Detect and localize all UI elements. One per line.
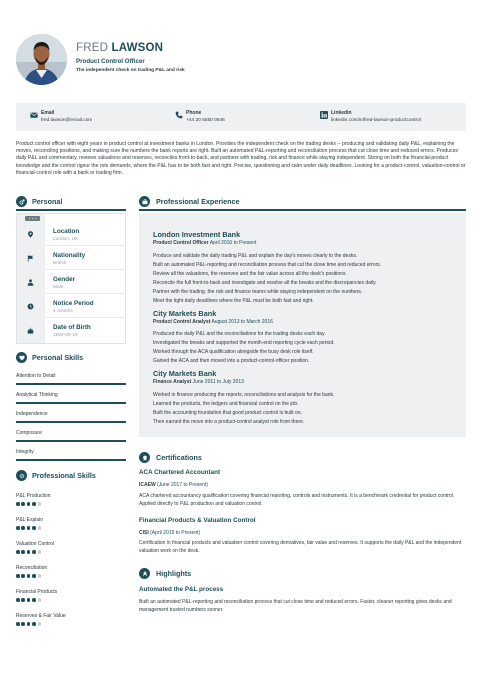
personal-skill-item: Attention to Detail	[16, 373, 126, 380]
rating-dot-filled	[32, 574, 36, 578]
linkedin-label: Linkedin	[331, 110, 352, 116]
job-title: Product Control Officer	[76, 58, 145, 65]
rating-dot-empty	[38, 526, 42, 530]
job-duty: Gained the ACA and then moved into a product-control-officer position.	[153, 358, 310, 364]
experience-divider	[139, 209, 466, 211]
job-duty: Meet the tight daily deadlines where the P&L must be both fast and right.	[153, 298, 314, 304]
professional-skill-label: Reconciliation	[16, 565, 48, 571]
rating-dot-filled	[27, 502, 31, 506]
linkedin-value[interactable]: linkedin.com/in/fred-lawson-productcontrol	[331, 118, 421, 123]
rating-dot-filled	[16, 598, 20, 602]
profile-photo	[16, 34, 67, 85]
rating-dot-filled	[27, 526, 31, 530]
resume-header	[16, 34, 466, 88]
cert-issuer: CISI (April 2019 to Present)	[139, 530, 201, 536]
highlight-description: Built an automated P&L-reporting and reconciliation process that cut close time and reduced errors. Faster, cleaner reporting gives desks and management trusted numbers sooner.	[139, 599, 452, 613]
email-label: Email	[41, 110, 55, 116]
rating-dot-empty	[38, 622, 42, 626]
professional-skill-item	[16, 541, 126, 548]
personal-skill-item: Integrity	[16, 449, 126, 456]
clock-icon	[27, 303, 34, 310]
rating-dot-filled	[21, 574, 25, 578]
professional-skill-item	[16, 589, 126, 596]
job-duty: Learned the products, the ledgers and financial control on the job.	[153, 401, 299, 407]
personal-divider	[16, 209, 126, 211]
rocket-icon	[142, 571, 148, 577]
briefcase-icon	[142, 199, 148, 205]
personal-skill-item: Composure	[16, 430, 126, 437]
job-role: Product Control Officer April 2016 to Present	[153, 240, 257, 246]
rating-dot-filled	[21, 622, 25, 626]
rating-dot-filled	[16, 526, 20, 530]
cert-title: ACA Chartered Accountant	[139, 469, 221, 476]
notice-period-value: 4 months	[53, 309, 73, 314]
rating-dot-filled	[32, 622, 36, 626]
tagline: The independent check on trading P&L and risk	[76, 68, 185, 73]
full-name	[76, 43, 163, 55]
rating-dot-filled	[27, 550, 31, 554]
first-name: FRED	[76, 42, 109, 54]
job-role: Finance Analyst June 2011 to July 2013	[153, 379, 244, 385]
highlights-section-icon	[139, 568, 150, 579]
professional-skill-label: P&L Production	[16, 493, 51, 499]
personal-row-nationality	[17, 247, 125, 270]
personal-heading: Personal	[32, 197, 63, 206]
job-company: London Investment Bank	[153, 230, 241, 239]
notice-period-label: Notice Period	[53, 300, 94, 307]
heart-icon	[19, 355, 25, 361]
flag-icon	[27, 255, 34, 262]
professional-skill-label: Financial Products	[16, 589, 58, 595]
gender-icon	[19, 199, 25, 205]
contact-bar	[16, 103, 466, 131]
gear-icon	[19, 473, 25, 479]
rating-dot-filled	[32, 526, 36, 530]
job-duty: Partner with the trading, the risk and finance teams while staying independent on the numbers.	[153, 289, 363, 295]
email-icon	[30, 111, 38, 119]
nationality-value: British	[53, 261, 67, 266]
highlight-title: Automated the P&L process	[139, 586, 224, 593]
job-duty: Then earned the move into a product-control analyst role from there.	[153, 419, 305, 425]
experience-section-icon	[139, 196, 150, 207]
cert-description: ACA chartered accountancy qualification covering financial reporting, controls and instruments. It is a benchmark credential for product control. Applied directly to P&L production and valuation control.	[139, 493, 455, 507]
phone-icon	[175, 111, 183, 119]
dob-value: 1992-09-19	[53, 333, 78, 338]
email-value[interactable]: fred.lawson@email.com	[41, 118, 93, 123]
rating-dot-filled	[16, 550, 20, 554]
rating-dot-filled	[32, 550, 36, 554]
rating-dot-filled	[32, 598, 36, 602]
personal-skills-heading: Personal Skills	[32, 353, 84, 362]
cake-icon	[27, 327, 34, 334]
professional-skill-label: Reserves & Fair Value	[16, 613, 66, 619]
job-duty: Worked in finance producing the reports, reconciliations and analysis for the bank.	[153, 392, 335, 398]
gender-value: Male	[53, 285, 64, 290]
phone-value[interactable]: +44 20 5550 0646	[186, 118, 225, 123]
location-pin-icon	[27, 231, 34, 238]
phone-label: Phone	[186, 110, 202, 116]
cert-description: Certification in financial products and valuation control covering derivatives, fair value and reserves. It supports the daily P&L and the independent valuation work on the desk.	[139, 540, 462, 554]
location-value: London, UK	[53, 237, 79, 242]
highlights-heading: Highlights	[156, 569, 192, 578]
personal-details-card	[16, 213, 126, 344]
cert-title: Financial Products & Valuation Control	[139, 517, 256, 524]
rating-dot-empty	[38, 574, 42, 578]
rating-dot-filled	[27, 574, 31, 578]
rating-dot-filled	[16, 502, 20, 506]
job-duty: Produce and validate the daily trading P&L and explain the day's moves clearly to the desks.	[153, 253, 358, 259]
rating-dot-filled	[16, 622, 20, 626]
personal-row-gender	[17, 271, 125, 294]
card-tab	[25, 216, 40, 221]
professional-skills-section-icon	[16, 470, 27, 481]
professional-skill-item	[16, 493, 126, 500]
rating-dot-empty	[38, 502, 42, 506]
experience-panel	[139, 213, 466, 437]
professional-skill-label: Valuation Control	[16, 541, 54, 547]
profile-summary: Product control officer with eight years in product control at investment banks in London. Provides the independent check on the trading desks -- producing and validating daily P&L, explaining the moves, reconciling positions, and making sure the numbers the bank reports are right. Built an automated P&L-reporting and reconciliation process that cut close time and reduced errors. Produces daily P&L and commentary, reviews valuations and reserves, reconciles front-to-back, and partners with trading, risk and finance while staying independent. Strong on both the financial-product knowledge and the control rigour the role demands, where the P&L has to be both fast and right. Precise, questioning and calm under daily deadlines. Looking for a product-control, valuation-control or financial-control role with a bank or trading firm.	[16, 141, 466, 176]
dob-label: Date of Birth	[53, 324, 91, 331]
nationality-label: Nationality	[53, 252, 86, 259]
rating-dot-filled	[21, 526, 25, 530]
rating-dot-filled	[32, 502, 36, 506]
certifications-heading: Certifications	[156, 453, 202, 462]
rating-dot-filled	[27, 622, 31, 626]
certifications-section-icon	[139, 452, 150, 463]
badge-icon	[142, 455, 148, 461]
personal-section-icon	[16, 196, 27, 207]
person-icon	[27, 279, 34, 286]
job-duty: Built an automated P&L-reporting and reconciliation process that cut the close time and reduced errors.	[153, 262, 382, 268]
rating-dot-empty	[38, 598, 42, 602]
rating-dot-filled	[16, 574, 20, 578]
last-name: LAWSON	[111, 42, 164, 54]
job-company: City Markets Bank	[153, 309, 217, 318]
personal-skill-item: Analytical Thinking	[16, 392, 126, 399]
linkedin-icon	[320, 111, 328, 119]
professional-skill-item	[16, 517, 126, 524]
professional-skill-item	[16, 613, 126, 620]
professional-skill-item	[16, 565, 126, 572]
gender-label: Gender	[53, 276, 76, 283]
job-duty: Worked through the ACA qualification alongside the busy desk role itself.	[153, 349, 314, 355]
personal-skill-item: Independence	[16, 411, 126, 418]
cert-issuer: ICAEW (June 2017 to Present)	[139, 482, 208, 488]
rating-dot-filled	[21, 550, 25, 554]
rating-dot-empty	[38, 550, 42, 554]
job-company: City Markets Bank	[153, 369, 217, 378]
professional-skills-heading: Professional Skills	[32, 471, 96, 480]
job-duty: Investigated the breaks and supported the month-end reporting cycle each period.	[153, 340, 335, 346]
rating-dot-filled	[21, 598, 25, 602]
personal-row-notice-period	[17, 295, 125, 318]
job-duty: Reconcile the full front-to-back and investigate and resolve all the breaks and the discrepancies daily.	[153, 280, 377, 286]
job-duty: Produced the daily P&L and the reconciliations for the trading desks each day.	[153, 331, 326, 337]
rating-dot-filled	[21, 502, 25, 506]
job-role: Product Control Analyst August 2013 to March 2016	[153, 319, 273, 325]
professional-skill-label: P&L Explain	[16, 517, 44, 523]
job-duty: Built the accounting foundation that good product control is built on.	[153, 410, 302, 416]
experience-heading: Professional Experience	[156, 197, 240, 206]
personal-row-date-of-birth	[17, 319, 125, 342]
rating-dot-filled	[27, 598, 31, 602]
personal-row-location	[17, 223, 125, 246]
job-duty: Review all the valuations, the reserves and the fair value across all the desk's positions.	[153, 271, 347, 277]
personal-skills-section-icon	[16, 352, 27, 363]
location-label: Location	[53, 228, 80, 235]
